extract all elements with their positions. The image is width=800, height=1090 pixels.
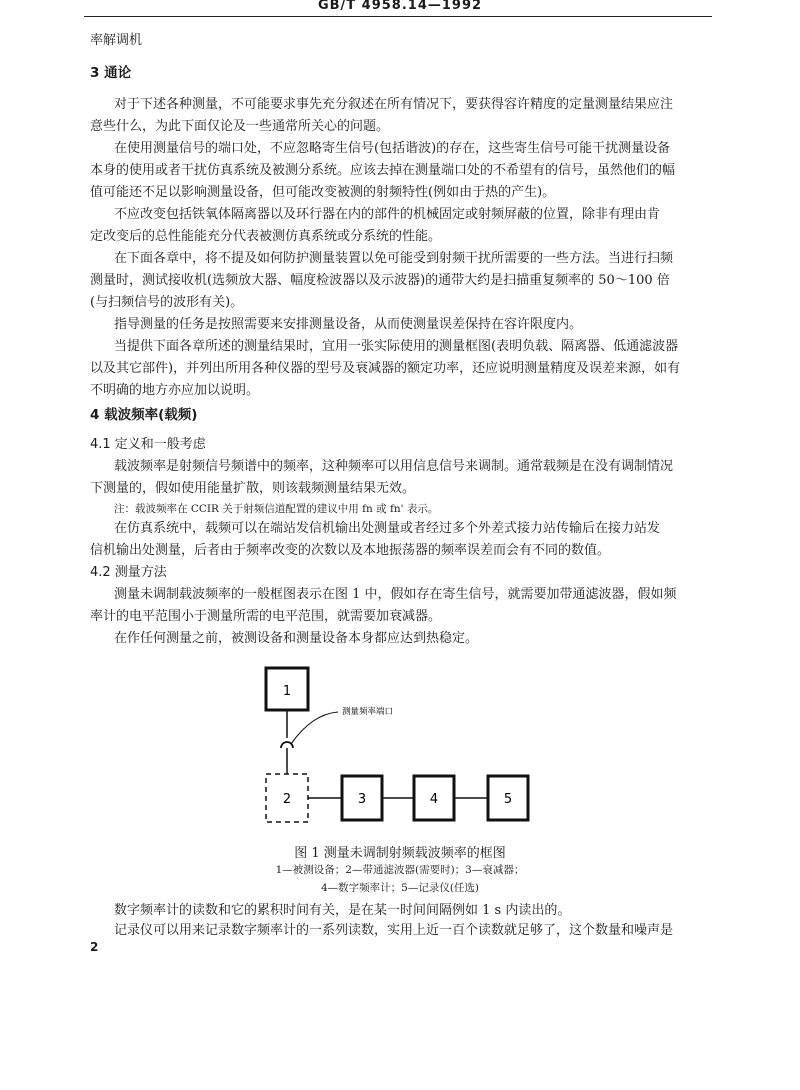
paragraph-line: 测量未调制载波频率的一般框图表示在图 1 中，假如存在寄生信号，就需要加带通滤波器，假如频 bbox=[114, 587, 677, 602]
diagram-box-5-label: 5 bbox=[503, 792, 513, 807]
paragraph-line: 记录仪可以用来记录数字频率计的一系列读数，实用上近一百个读数就足够了，这个数量和噪声是 bbox=[114, 923, 674, 938]
standard-code: GB/T 4958.14—1992 bbox=[317, 0, 483, 10]
paragraph-line: 以及其它部件)，并列出所用各种仪器的型号及衰减器的额定功率，还应说明测量精度及误差来源，如有 bbox=[90, 361, 681, 376]
paragraph-line: 测量时，测试接收机(选频放大器、幅度检波器以及示波器)的通带大约是扫描重复频率的 50～100 倍 bbox=[90, 273, 670, 288]
paragraph-line: 定改变后的总性能能充分代表被测仿真系统或分系统的性能。 bbox=[90, 229, 442, 244]
paragraph-line: 下测量的，假如使用能量扩散，则该载频测量结果无效。 bbox=[90, 481, 416, 496]
note-line: 注：载波频率在 CCIR 关于射频信道配置的建议中用 fn 或 fn' 表示。 bbox=[114, 503, 439, 515]
paragraph-line: 不明确的地方亦应加以说明。 bbox=[90, 383, 260, 398]
paragraph-line: 不应改变包括铁氧体隔离器以及环行器在内的部件的机械固定或射频屏蔽的位置，除非有理由肯 bbox=[114, 207, 661, 222]
header-rule bbox=[84, 16, 712, 17]
continued-text: 率解调机 bbox=[90, 33, 143, 48]
block-diagram bbox=[250, 660, 550, 840]
paragraph-line: 本身的使用或者干扰仿真系统及被测分系统。应该去掉在测量端口处的不希望有的信号，虽然他们的幅 bbox=[90, 163, 676, 178]
section-4-1-title: 4.1 定义和一般考虑 bbox=[90, 437, 206, 452]
paragraph-line: 数字频率计的读数和它的累积时间有关，是在某一时间间隔例如 1 s 内读出的。 bbox=[114, 903, 571, 918]
paragraph-line: 指导测量的任务是按照需要来安排测量设备，从而使测量误差保持在容许限度内。 bbox=[114, 317, 583, 332]
diagram-box-4-label: 4 bbox=[429, 792, 439, 807]
paragraph-line: 率计的电平范围小于测量所需的电平范围，就需要加衰减器。 bbox=[90, 609, 442, 624]
figure-caption: 图 1 测量未调制射频载波频率的框图 bbox=[294, 846, 506, 861]
diagram-box-1-label: 1 bbox=[282, 684, 292, 699]
paragraph-line: 在下面各章中，将不提及如何防护测量装置以免可能受到射频干扰所需要的一些方法。当进行扫频 bbox=[114, 251, 674, 266]
diagram-box-2-label: 2 bbox=[282, 792, 292, 807]
paragraph-line: 对于下述各种测量，不可能要求事先充分叙述在所有情况下，要获得容许精度的定量测量结果应注 bbox=[114, 97, 674, 112]
page-number: 2 bbox=[90, 940, 99, 954]
paragraph-line: 在作任何测量之前，被测设备和测量设备本身都应达到热稳定。 bbox=[114, 631, 479, 646]
paragraph-line: 载波频率是射频信号频谱中的频率，这种频率可以用信息信号来调制。通常载频是在没有调制情况 bbox=[114, 459, 674, 474]
paragraph-line: 意些什么，为此下面仅论及一些通常所关心的问题。 bbox=[90, 119, 390, 134]
paragraph-line: 在仿真系统中，载频可以在端站发信机输出处测量或者经过多个外差式接力站传输后在接力站发 bbox=[114, 521, 661, 536]
port-label: 测量频率端口 bbox=[342, 707, 394, 717]
page-header bbox=[0, 0, 800, 10]
paragraph-line: (与扫频信号的波形有关)。 bbox=[90, 295, 244, 310]
paragraph-line: 当提供下面各章所述的测量结果时，宜用一张实际使用的测量框图(表明负载、隔离器、低通滤波器 bbox=[114, 339, 679, 354]
section-4-title: 4 载波频率(载频) bbox=[90, 407, 198, 423]
diagram-box-3-label: 3 bbox=[357, 792, 367, 807]
paragraph-line: 信机输出处测量，后者由于频率改变的次数以及本地振荡器的频率误差而会有不同的数值。 bbox=[90, 543, 611, 558]
section-4-2-title: 4.2 测量方法 bbox=[90, 565, 167, 580]
figure-legend-line: 4—数字频率计；5—记录仪(任选) bbox=[320, 882, 480, 894]
paragraph-line: 值可能还不足以影响测量设备，但可能改变被测的射频特性(例如由于热的产生)。 bbox=[90, 185, 556, 200]
paragraph-line: 在使用测量信号的端口处，不应忽略寄生信号(包括谐波)的存在，这些寄生信号可能干扰测量设备 bbox=[114, 141, 671, 156]
port-leader-line bbox=[291, 712, 338, 744]
section-3-title: 3 通论 bbox=[90, 65, 132, 81]
figure-legend-line: 1—被测设备；2—带通滤波器(需要时)；3—衰减器； bbox=[275, 864, 525, 876]
